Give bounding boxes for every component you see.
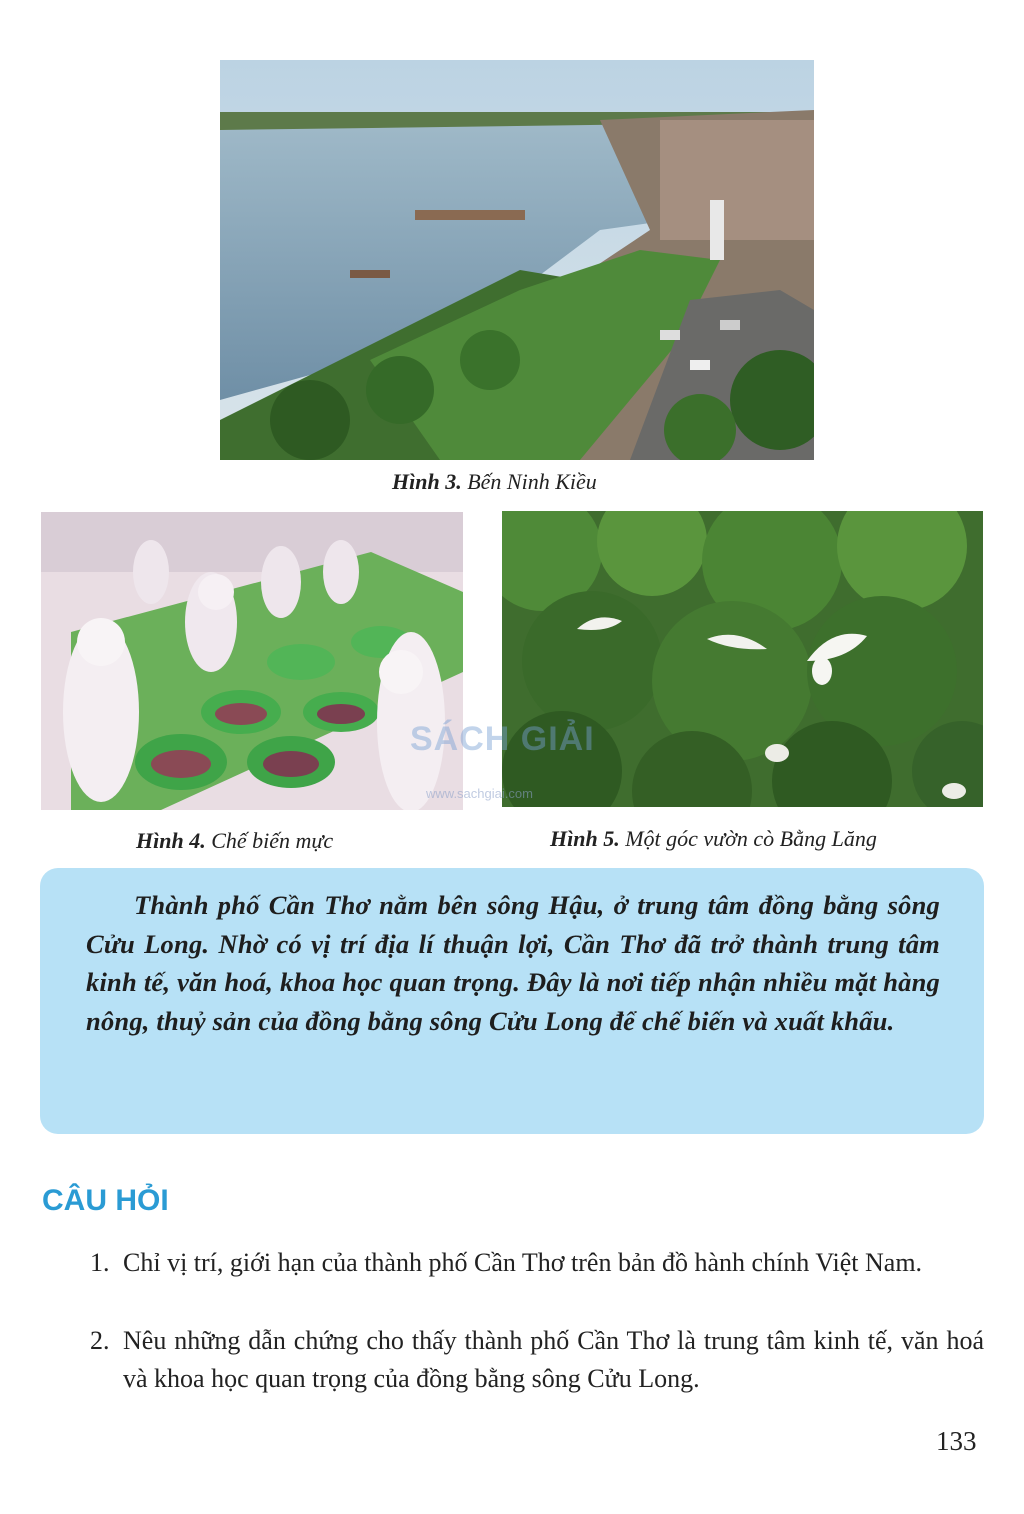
watermark-text: SÁCH GIẢI [410,720,595,758]
figure-3-title: Bến Ninh Kiều [467,469,597,494]
figure-5-caption [550,826,877,852]
figure-5-title: Một góc vườn cò Bằng Lăng [625,826,877,851]
ninh-kieu-wharf-image [220,60,814,460]
squid-processing-image [41,512,463,810]
question-number: 1. [90,1248,110,1277]
photo-ninh-kieu-wharf [220,60,814,460]
stork-garden-image [502,511,983,807]
figure-4-title: Chế biến mực [211,828,334,853]
figure-4-caption [136,828,333,854]
summary-box [40,868,984,1134]
photo-stork-garden [502,511,983,807]
question-text: Nêu những dẫn chứng cho thấy thành phố Cần Thơ là trung tâm kinh tế, văn hoá và khoa học quan trọng của đồng bằng sông Cửu Long. [123,1326,984,1393]
figure-3-label: Hình 3. [392,469,462,494]
question-item [90,1244,984,1282]
question-text: Chỉ vị trí, giới hạn của thành phố Cần Thơ trên bản đồ hành chính Việt Nam. [123,1248,923,1277]
figure-5-label: Hình 5. [550,826,620,851]
page-number: 133 [936,1426,977,1456]
figure-3-caption [392,469,597,495]
question-number: 2. [90,1326,110,1355]
figure-4-label: Hình 4. [136,828,206,853]
photo-squid-processing [41,512,463,810]
questions-heading: CÂU HỎI [42,1184,169,1217]
summary-text: Thành phố Cần Thơ nằm bên sông Hậu, ở trung tâm đồng bằng sông Cửu Long. Nhờ có vị trí địa lí thuận lợi, Cần Thơ đã trở thành trung tâm kinh tế, văn hoá, khoa học quan trọng. Đây là nơi tiếp nhận nhiều mặt hàng nông, thuỷ sản của đồng bằng sông Cửu Long để chế biến và xuất khẩu. [86,890,940,1036]
question-item [90,1322,984,1398]
watermark-url: www.sachgiai.com [426,786,533,801]
